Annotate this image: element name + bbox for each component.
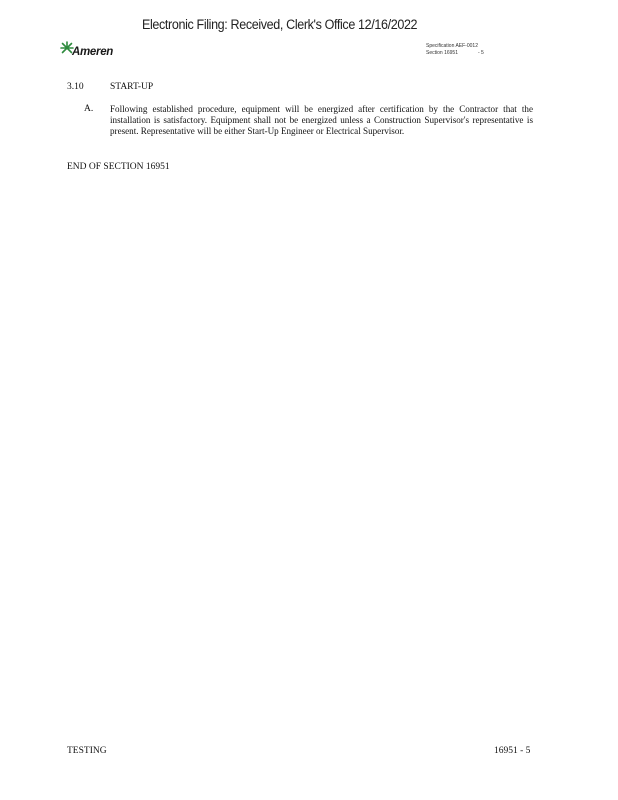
section-number: 3.10 <box>67 82 84 92</box>
spec-number: Specification AEF-0012 <box>426 43 478 49</box>
spec-section: Section 16951 <box>426 50 458 56</box>
ameren-logo <box>60 41 120 63</box>
spec-page-ref: - 5 <box>477 50 484 56</box>
section-title: START-UP <box>110 82 154 92</box>
electronic-filing-stamp: Electronic Filing: Received, Clerk's Office 12/16/2022 <box>142 17 418 32</box>
logo-wordmark: Ameren <box>72 46 114 58</box>
footer-page-number: 16951 - 5 <box>494 746 531 756</box>
item-paragraph: Following established procedure, equipment will be energized after certification by the Contractor that the installation is satisfactory. Equipment shall not be energized unless a Construction Supervisor's representative is present. Representative will be either Start-Up Engineer or Electrical Supervisor. <box>110 104 533 136</box>
end-of-section: END OF SECTION 16951 <box>67 162 170 172</box>
spec-header <box>426 43 484 57</box>
footer-section-name: TESTING <box>67 746 107 756</box>
item-letter: A. <box>84 104 94 114</box>
